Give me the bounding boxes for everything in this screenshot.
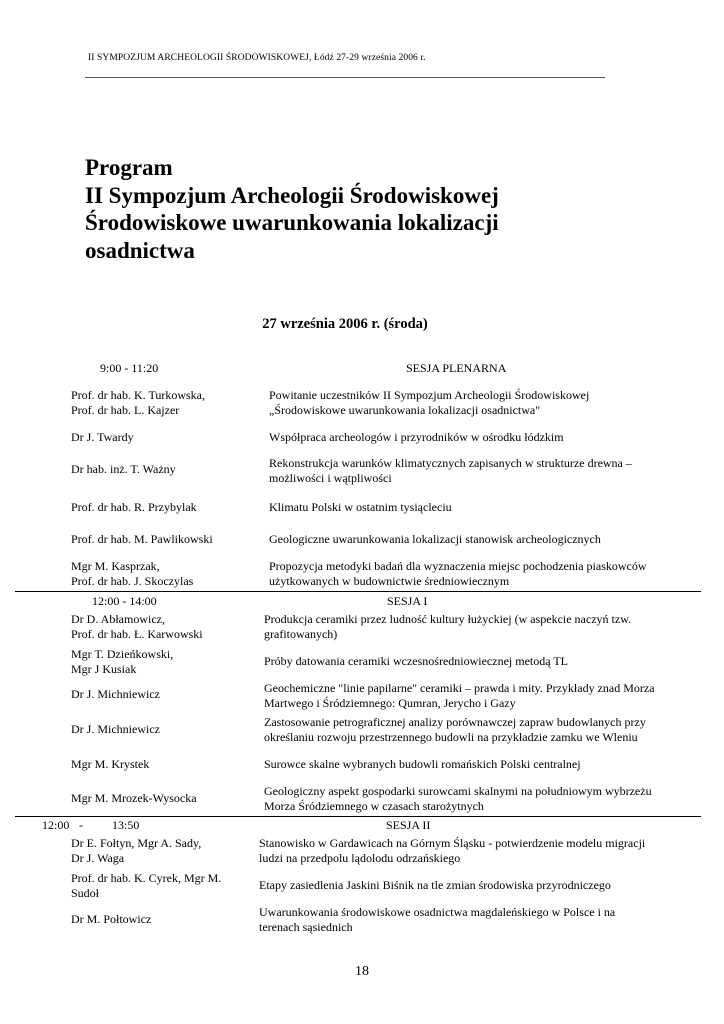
session-time: 9:00 - 11:20 [100, 361, 159, 375]
speaker: Prof. dr hab. K. Cyrek, Mgr M. Sudoł [71, 871, 222, 900]
speaker: Mgr M. Krystek [71, 757, 150, 771]
title-line: II Sympozjum Archeologii Środowiskowej [85, 182, 499, 208]
session-time-start: 12:00 [42, 818, 70, 832]
speaker: Dr J. Michniewicz [71, 722, 160, 736]
talk-title: Geologiczne uwarunkowania lokalizacji stanowisk archeologicznych [269, 532, 601, 546]
session-divider [15, 816, 701, 817]
title-line: osadnictwa [85, 237, 195, 263]
talk-title: Zastosowanie petrograficznej analizy porównawczej zapraw budowlanych przy określaniu rozwoju przestrzennego budowli na przykładzie zamku we Wleniu [264, 715, 646, 744]
talk-title: Geologiczny aspekt gospodarki surowcami skalnymi na południowym wybrzeżu Morza Śródziemnego w czasach starożytnych [264, 784, 652, 813]
speaker: Prof. dr hab. R. Przybylak [71, 500, 197, 514]
talk-title: Propozycja metodyki badań dla wyznaczenia miejsc pochodzenia piaskowców użytkowanych w budownictwie średniowiecznym [269, 559, 647, 588]
speaker: Dr J. Twardy [71, 430, 134, 444]
speaker: Prof. dr hab. M. Pawlikowski [71, 532, 213, 546]
talk-title: Geochemiczne "linie papilarne" ceramiki – prawda i mity. Przykłady znad Morza Martwego i Śródziemnego: Qumran, Jerycho i Gazy [264, 681, 655, 710]
speaker: Mgr T. Dzieńkowski, Mgr J Kusiak [71, 647, 174, 676]
header-rule [85, 77, 605, 78]
speaker: Mgr M. Mrozek-Wysocka [71, 791, 197, 805]
session-name: SESJA I [387, 594, 428, 608]
speaker: Dr J. Michniewicz [71, 687, 160, 701]
session-time: 12:00 - 14:00 [92, 594, 157, 608]
session-divider [15, 591, 701, 592]
speaker: Dr D. Abłamowicz, Prof. dr hab. Ł. Karwowski [71, 612, 203, 641]
session-name: SESJA II [386, 818, 431, 832]
date-heading: 27 września 2006 r. (środa) [262, 316, 428, 332]
speaker: Dr E. Fołtyn, Mgr A. Sady, Dr J. Waga [71, 836, 202, 865]
title-line: Program [85, 155, 173, 180]
talk-title: Próby datowania ceramiki wczesnośredniowiecznej metodą TL [264, 654, 569, 668]
page-number: 18 [355, 964, 369, 979]
talk-title: Powitanie uczestników II Sympozjum Archeologii Środowiskowej „Środowiskowe uwarunkowania lokalizacji osadnictwa" [269, 388, 590, 417]
program-title [85, 154, 685, 264]
speaker: Dr M. Połtowicz [71, 912, 152, 926]
session-name: SESJA PLENARNA [406, 361, 507, 375]
talk-title: Współpraca archeologów i przyrodników w ośrodku łódzkim [269, 430, 564, 444]
session-time-dash: - [79, 818, 83, 832]
talk-title: Produkcja ceramiki przez ludność kultury łużyckiej (w aspekcie naczyń tzw. grafitowanych) [264, 612, 632, 641]
speaker: Mgr M. Kasprzak, Prof. dr hab. J. Skoczylas [71, 559, 194, 588]
talk-title: Surowce skalne wybranych budowli romańskich Polski centralnej [264, 757, 581, 771]
speaker: Prof. dr hab. K. Turkowska, Prof. dr hab. L. Kajzer [71, 388, 206, 417]
talk-title: Rekonstrukcja warunków klimatycznych zapisanych w strukturze drewna – możliwości i wątpliwości [269, 456, 632, 485]
title-line: Środowiskowe uwarunkowania lokalizacji [85, 210, 499, 235]
talk-title: Klimatu Polski w ostatnim tysiącleciu [269, 500, 452, 514]
talk-title: Stanowisko w Gardawicach na Górnym Śląsku - potwierdzenie modelu migracji ludzi na przedpolu lądolodu odrzańskiego [259, 836, 646, 865]
talk-title: Uwarunkowania środowiskowe osadnictwa magdaleńskiego w Polsce i na terenach sąsiednich [259, 905, 616, 934]
running-header: II SYMPOZJUM ARCHEOLOGII ŚRODOWISKOWEJ, Łódź 27-29 września 2006 r. [88, 53, 426, 63]
session-time-end: 13:50 [112, 818, 140, 832]
talk-title: Etapy zasiedlenia Jaskini Biśnik na tle zmian środowiska przyrodniczego [259, 878, 611, 892]
speaker: Dr hab. inż. T. Ważny [71, 462, 176, 476]
